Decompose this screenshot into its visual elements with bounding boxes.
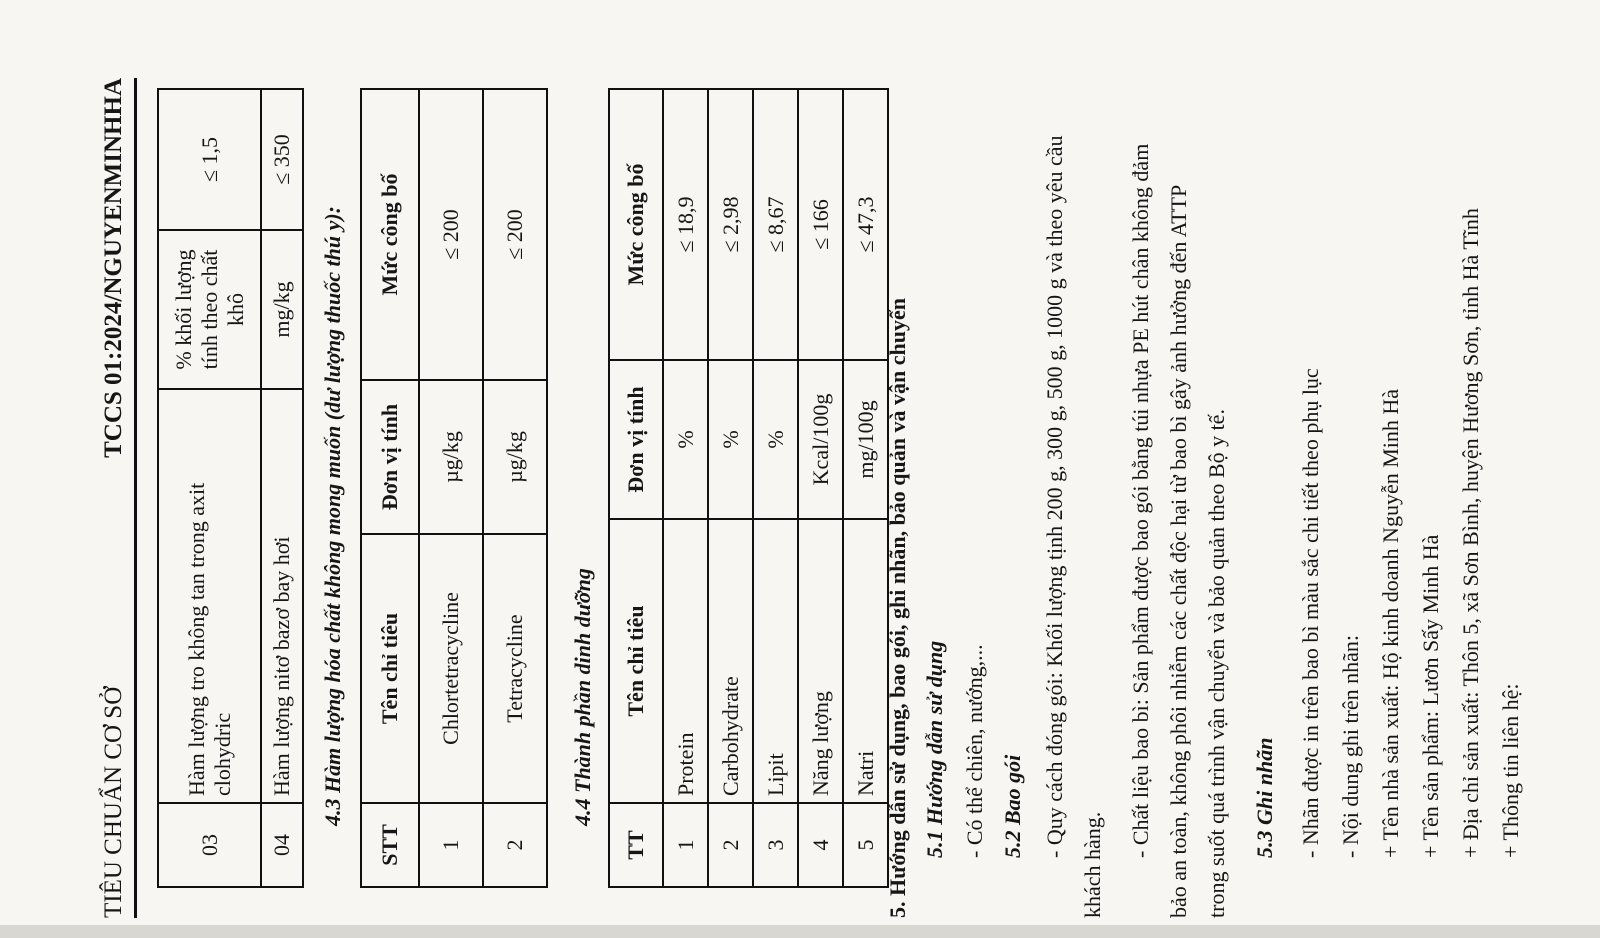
table-row xyxy=(843,89,888,887)
cell-unit: Kcal/100g xyxy=(798,360,843,519)
table-row xyxy=(753,89,798,887)
labeling-line: - Nội dung ghi trên nhãn: xyxy=(1338,634,1363,858)
table-header-row xyxy=(361,89,419,887)
section-5-3-heading: 5.3 Ghi nhãn xyxy=(1252,737,1277,858)
col-stt: STT xyxy=(361,803,419,887)
cell-value: ≤ 47,3 xyxy=(843,89,888,360)
labeling-line: + Địa chỉ sản xuất: Thôn 5, xã Sơn Bình, huyện Hương Sơn, tỉnh Hà Tĩnh xyxy=(1458,208,1483,858)
packaging-line: khách hàng. xyxy=(1080,811,1105,918)
col-name: Tên chỉ tiêu xyxy=(609,519,663,803)
cell-unit: mg/100g xyxy=(843,360,888,519)
cell-unit: µg/kg xyxy=(419,380,483,534)
cell-stt: 2 xyxy=(483,803,547,887)
cell-unit: % xyxy=(663,360,708,519)
cell-tt: 5 xyxy=(843,803,888,887)
cell-stt: 1 xyxy=(419,803,483,887)
residue-table xyxy=(360,88,548,888)
section-5-2-heading: 5.2 Bao gói xyxy=(1000,754,1025,858)
col-name: Tên chỉ tiêu xyxy=(361,534,419,803)
section-4-4-heading: 4.4 Thành phần dinh dưỡng xyxy=(570,568,595,826)
cell-stt: 04 xyxy=(261,803,303,887)
cell-name: Natri xyxy=(843,519,888,803)
cell-value: ≤ 200 xyxy=(419,89,483,380)
section-5-heading: 5. Hướng dẫn sử dụng, bao gói, ghi nhãn, bảo quản và vận chuyển xyxy=(885,298,910,918)
criteria-table-continued xyxy=(157,88,304,888)
cell-name: Tetracycline xyxy=(483,534,547,803)
labeling-line: - Nhãn được in trên bao bì màu sắc chi tiết theo phụ lục xyxy=(1298,368,1323,858)
col-tt: TT xyxy=(609,803,663,887)
table-row xyxy=(798,89,843,887)
cell-unit: µg/kg xyxy=(483,380,547,534)
table-row xyxy=(663,89,708,887)
packaging-line: trong suốt quá trình vận chuyển và bảo quản theo Bộ y tế. xyxy=(1204,409,1229,918)
cell-name: Lipit xyxy=(753,519,798,803)
table-row xyxy=(261,89,303,887)
cell-tt: 3 xyxy=(753,803,798,887)
cell-value: ≤ 18,9 xyxy=(663,89,708,360)
header-rule xyxy=(134,78,137,918)
cell-value: ≤ 8,67 xyxy=(753,89,798,360)
col-unit: Đơn vị tính xyxy=(609,360,663,519)
packaging-line: bảo an toàn, không phôi nhiễm các chất độc hại từ bao bì gây ảnh hưởng đến ATTP xyxy=(1166,184,1191,918)
cell-name: Hàm lượng nitơ bazơ bay hơi xyxy=(261,389,303,803)
cell-tt: 2 xyxy=(708,803,753,887)
cell-name: Hàm lượng tro không tan trong axit clohydric xyxy=(158,389,261,803)
cell-value: ≤ 200 xyxy=(483,89,547,380)
col-unit: Đơn vị tính xyxy=(361,380,419,534)
labeling-line: + Thông tin liên hệ: xyxy=(1498,683,1523,858)
table-row xyxy=(708,89,753,887)
packaging-line: - Chất liệu bao bì: Sản phẩm được bao gói bằng túi nhựa PE hút chân không đảm xyxy=(1128,143,1153,858)
table-row xyxy=(483,89,547,887)
table-row xyxy=(419,89,483,887)
cell-tt: 1 xyxy=(663,803,708,887)
table-row xyxy=(158,89,261,887)
cell-value: ≤ 166 xyxy=(798,89,843,360)
col-value: Mức công bố xyxy=(361,89,419,380)
cell-name: Chlortetracycline xyxy=(419,534,483,803)
cell-unit: % khối lượng tính theo chất khô xyxy=(158,230,261,389)
col-value: Mức công bố xyxy=(609,89,663,360)
cell-tt: 4 xyxy=(798,803,843,887)
cell-name: Protein xyxy=(663,519,708,803)
labeling-line: + Tên sản phẩm: Lươn Sấy Minh Hà xyxy=(1418,534,1443,858)
header-left: TIÊU CHUẨN CƠ SỞ xyxy=(100,686,127,918)
nutrition-table xyxy=(608,88,889,888)
cell-unit: mg/kg xyxy=(261,230,303,389)
cell-name: Carbohydrate xyxy=(708,519,753,803)
cell-unit: % xyxy=(708,360,753,519)
cell-unit: % xyxy=(753,360,798,519)
usage-text: - Có thể chiên, nướng,... xyxy=(962,644,987,858)
section-4-3-heading: 4.3 Hàm lượng hóa chất không mong muốn (dư lượng thuốc thú y): xyxy=(320,206,345,826)
cell-value: ≤ 350 xyxy=(261,89,303,230)
header-right: TCCS 01:2024/NGUYENMINHHA xyxy=(100,78,127,458)
cell-value: ≤ 1,5 xyxy=(158,89,261,230)
packaging-line: - Quy cách đóng gói: Khối lượng tịnh 200 g, 300 g, 500 g, 1000 g và theo yêu cầu xyxy=(1042,135,1067,858)
cell-name: Năng lượng xyxy=(798,519,843,803)
labeling-line: + Tên nhà sản xuất: Hộ kinh doanh Nguyễn Minh Hà xyxy=(1378,388,1403,858)
section-5-1-heading: 5.1 Hướng dẫn sử dụng xyxy=(922,640,947,858)
cell-value: ≤ 2,98 xyxy=(708,89,753,360)
cell-stt: 03 xyxy=(158,803,261,887)
table-header-row xyxy=(609,89,663,887)
